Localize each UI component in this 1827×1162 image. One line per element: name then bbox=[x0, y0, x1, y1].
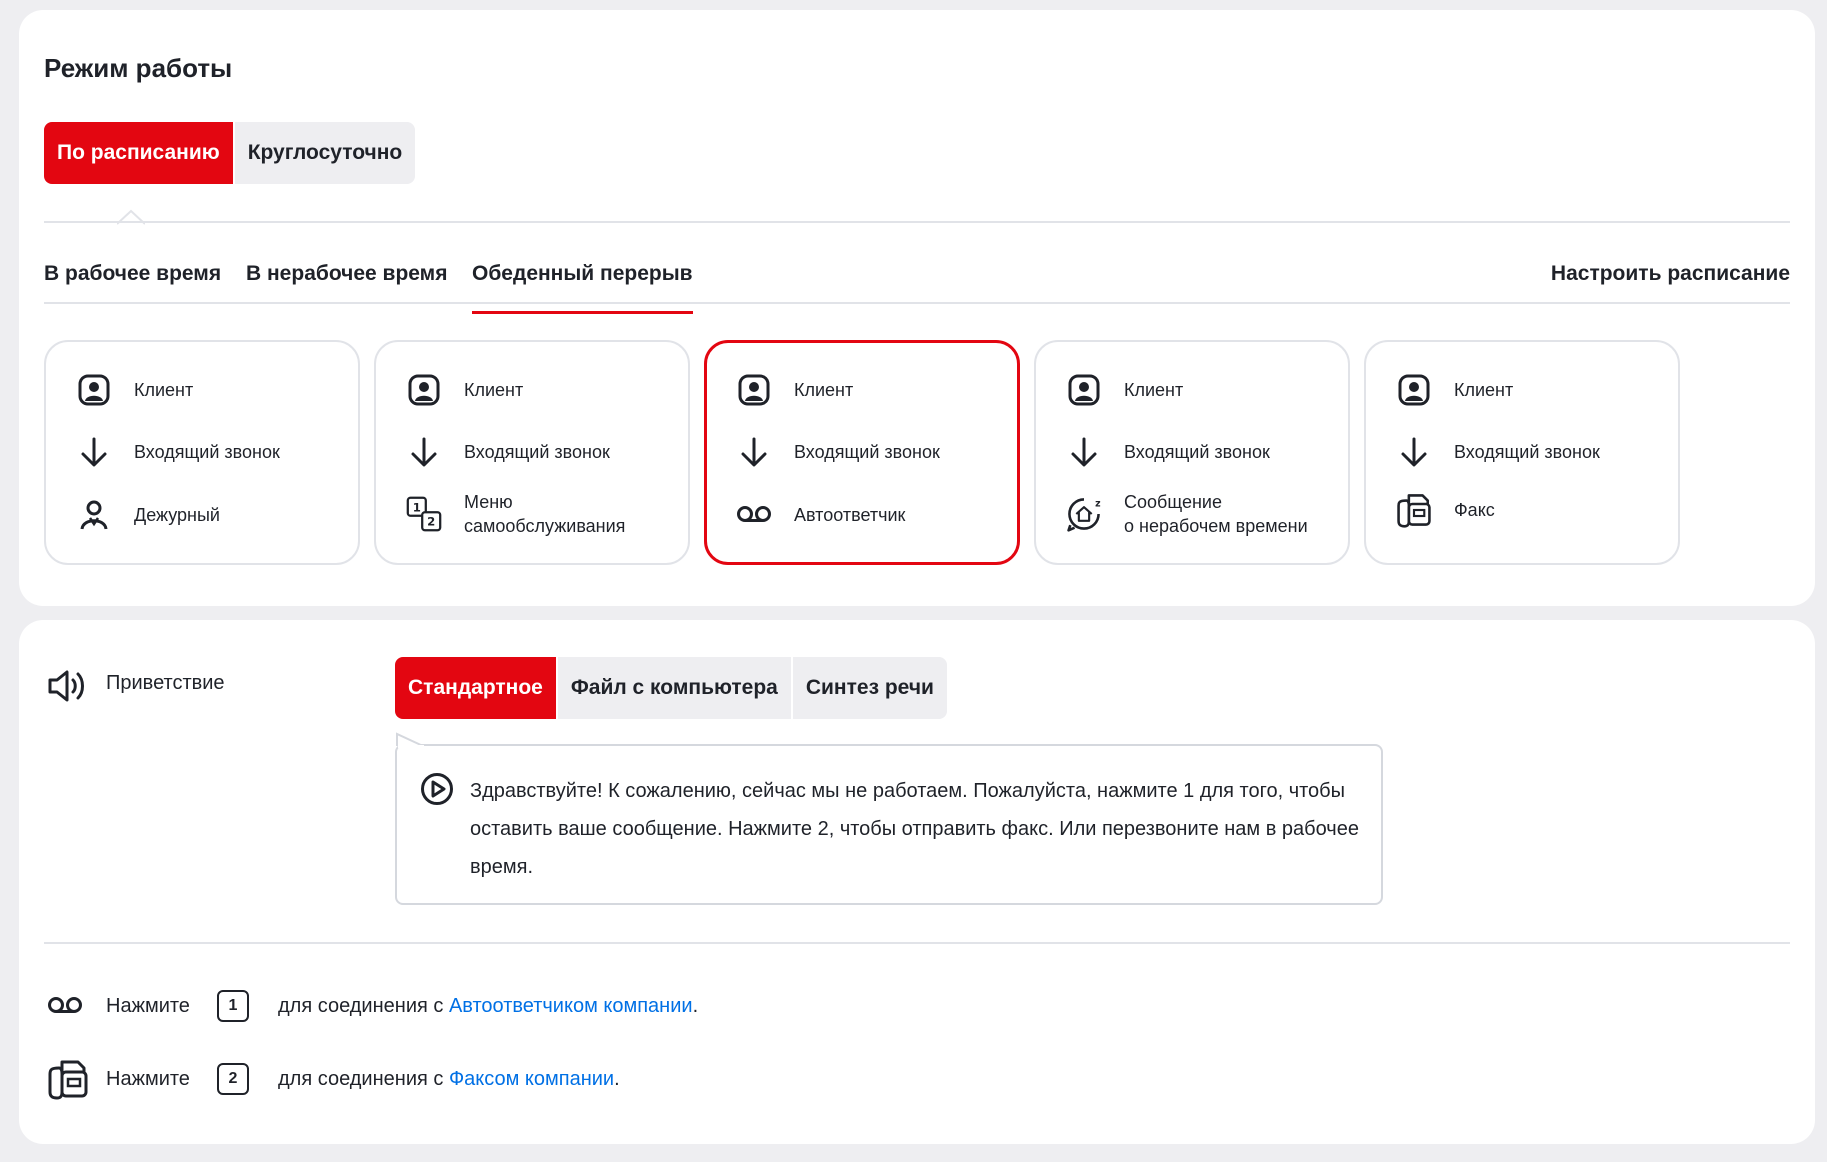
divider bbox=[44, 942, 1790, 944]
call-label: Входящий звонок bbox=[464, 442, 610, 462]
tab-lunch-break[interactable]: Обеденный перерыв bbox=[472, 246, 693, 314]
svg-text:z: z bbox=[1095, 498, 1101, 510]
route-card-off-hours-message[interactable] bbox=[1034, 340, 1350, 565]
target-label: Дежурный bbox=[134, 505, 220, 525]
client-label: Клиент bbox=[464, 380, 524, 400]
client-label: Клиент bbox=[1454, 380, 1514, 400]
press-label: Нажмите bbox=[106, 994, 190, 1017]
voicemail-icon bbox=[736, 497, 772, 533]
segment-standard[interactable]: Стандартное bbox=[395, 657, 556, 719]
greeting-label: Приветствие bbox=[106, 672, 225, 694]
option-prefix: для соединения с bbox=[278, 994, 444, 1017]
svg-text:2: 2 bbox=[427, 514, 436, 529]
target-label: Автоответчик bbox=[794, 505, 906, 525]
client-label: Клиент bbox=[134, 380, 194, 400]
client-icon bbox=[736, 372, 772, 408]
call-label: Входящий звонок bbox=[134, 442, 280, 462]
fax-icon bbox=[1396, 492, 1432, 528]
call-label: Входящий звонок bbox=[794, 442, 940, 462]
play-icon[interactable] bbox=[420, 772, 454, 811]
call-label: Входящий звонок bbox=[1124, 442, 1270, 462]
arrow-down-icon bbox=[76, 434, 112, 470]
target-label-line1: Сообщение bbox=[1124, 492, 1222, 512]
target-label: Факс bbox=[1454, 500, 1495, 520]
client-icon bbox=[1396, 372, 1432, 408]
target-label-line2: самообслуживания bbox=[464, 516, 626, 536]
option-fax bbox=[47, 1057, 620, 1101]
page-title: Режим работы bbox=[44, 53, 233, 83]
option-tail: . bbox=[614, 1067, 620, 1090]
greeting-message-text: Здравствуйте! К сожалению, сейчас мы не работаем. Пожалуйста, нажмите 1 для того, чтобы оставить ваше сообщение. Нажмите 2, чтобы отправить факс. Или перезвоните нам в рабочее время. bbox=[470, 780, 1359, 878]
route-step-target bbox=[736, 497, 905, 533]
greeting-panel bbox=[19, 620, 1815, 1144]
message-box-pointer bbox=[395, 732, 435, 748]
configure-schedule-link[interactable]: Настроить расписание bbox=[1550, 262, 1790, 285]
voicemail-icon bbox=[47, 984, 93, 1028]
route-step-target bbox=[1396, 492, 1495, 528]
work-mode-segmented-control bbox=[44, 122, 415, 184]
client-icon bbox=[406, 372, 442, 408]
route-step-target bbox=[76, 497, 220, 533]
fax-link[interactable]: Факсом компании bbox=[448, 1067, 615, 1090]
svg-text:1: 1 bbox=[412, 500, 421, 515]
route-card-self-service-menu[interactable] bbox=[374, 340, 690, 565]
route-card-voicemail[interactable] bbox=[704, 340, 1020, 565]
segment-speech-synthesis[interactable]: Синтез речи bbox=[793, 657, 947, 719]
key-badge: 2 bbox=[217, 1063, 249, 1095]
route-card-duty[interactable] bbox=[44, 340, 360, 565]
route-step-call bbox=[1066, 434, 1270, 470]
arrow-down-icon bbox=[736, 434, 772, 470]
divider bbox=[44, 302, 1790, 304]
person-icon bbox=[76, 497, 112, 533]
route-step-call bbox=[736, 434, 940, 470]
client-label: Клиент bbox=[794, 380, 854, 400]
option-text bbox=[278, 1068, 620, 1091]
segment-file-from-computer[interactable]: Файл с компьютера bbox=[558, 657, 791, 719]
route-step-client bbox=[1396, 372, 1513, 408]
key-badge: 1 bbox=[217, 990, 249, 1022]
fax-icon bbox=[47, 1057, 93, 1101]
tab-working-hours[interactable]: В рабочее время bbox=[44, 262, 222, 285]
menu-keys-icon bbox=[406, 496, 442, 532]
route-step-client bbox=[1066, 372, 1183, 408]
work-mode-panel bbox=[19, 10, 1815, 606]
client-icon bbox=[1066, 372, 1102, 408]
tab-non-working-hours[interactable]: В нерабочее время bbox=[246, 262, 448, 285]
arrow-down-icon bbox=[1396, 434, 1432, 470]
segment-by-schedule[interactable]: По расписанию bbox=[44, 122, 233, 184]
route-step-target bbox=[1066, 490, 1308, 538]
target-label-line1: Меню bbox=[464, 492, 513, 512]
route-step-client bbox=[76, 372, 193, 408]
client-label: Клиент bbox=[1124, 380, 1184, 400]
target-label bbox=[1124, 490, 1308, 538]
voicemail-link[interactable]: Автоответчиком компании bbox=[448, 994, 693, 1017]
route-step-target bbox=[406, 490, 625, 538]
greeting-message-box bbox=[395, 744, 1383, 905]
option-prefix: для соединения с bbox=[278, 1067, 444, 1090]
press-label: Нажмите bbox=[106, 1067, 190, 1090]
off-hours-message-icon bbox=[1066, 496, 1102, 532]
route-step-client bbox=[736, 372, 853, 408]
call-label: Входящий звонок bbox=[1454, 442, 1600, 462]
route-step-call bbox=[1396, 434, 1600, 470]
route-step-client bbox=[406, 372, 523, 408]
option-voicemail bbox=[47, 984, 699, 1028]
route-step-call bbox=[76, 434, 280, 470]
arrow-down-icon bbox=[406, 434, 442, 470]
client-icon bbox=[76, 372, 112, 408]
greeting-source-segmented-control bbox=[395, 657, 947, 719]
route-card-fax[interactable] bbox=[1364, 340, 1680, 565]
divider bbox=[44, 221, 1790, 223]
route-step-call bbox=[406, 434, 610, 470]
speaker-icon bbox=[47, 668, 89, 709]
option-text bbox=[278, 995, 698, 1018]
arrow-down-icon bbox=[1066, 434, 1102, 470]
target-label-line2: о нерабочем времени bbox=[1124, 516, 1308, 536]
target-label bbox=[464, 490, 625, 538]
segment-round-the-clock[interactable]: Круглосуточно bbox=[235, 122, 416, 184]
option-tail: . bbox=[692, 994, 699, 1017]
